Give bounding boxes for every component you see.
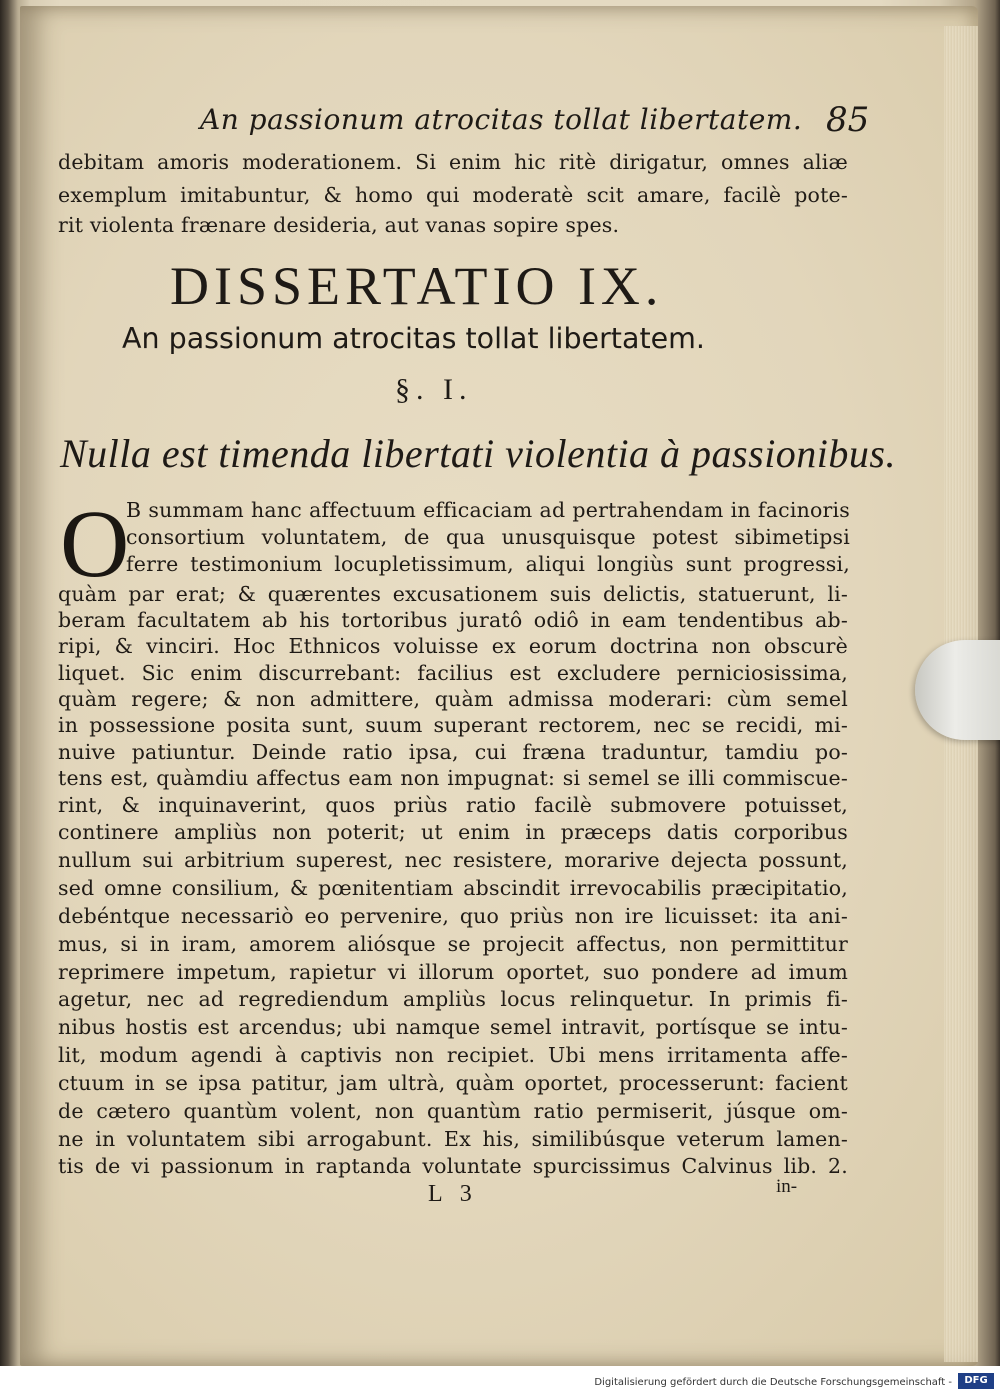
text-line: nuive patiuntur. Deinde ratio ipsa, cui fræna traduntur, tamdiu po-	[58, 740, 848, 764]
text-line: reprimere impetum, rapietur vi illorum oportet, suo pondere ad imum	[58, 960, 848, 984]
footer-credit: Digitalisierung gefördert durch die Deutsche Forschungsgemeinschaft -	[594, 1377, 952, 1388]
text-line: lit, modum agendi à captivis non recipiet. Ubi mens irritamenta affe-	[58, 1043, 848, 1067]
text-line: consortium voluntatem, de qua unusquisque potest sibimetipsi	[126, 525, 850, 549]
text-line: mus, si in iram, amorem aliósque se projecit affectus, non permittitur	[58, 932, 848, 956]
dissertation-subtitle: An passionum atrocitas tollat libertatem.	[122, 322, 705, 355]
text-line: quàm regere; & non admittere, quàm admissa moderari: cùm semel	[58, 687, 848, 711]
drop-cap: O	[60, 490, 130, 597]
text-line: B summam hanc affectuum efficaciam ad pertrahendam in facinoris	[126, 498, 850, 522]
text-line: beram facultatem ab his tortoribus juratô odiô in eam tendentibus ab-	[58, 608, 848, 632]
text-line: liquet. Sic enim discurrebant: facilius est excludere perniciosissima,	[58, 661, 848, 685]
running-head: An passionum atrocitas tollat libertatem.	[200, 103, 803, 136]
text-line: quàm par erat; & quærentes excusationem suis delictis, statuerunt, li-	[58, 582, 848, 606]
text-line: continere ampliùs non poterit; ut enim in præceps datis corporibus	[58, 820, 848, 844]
section-number: §. I.	[395, 373, 473, 406]
dissertation-title: DISSERTATIO IX.	[170, 256, 664, 316]
catchword: in-	[776, 1176, 798, 1197]
text-line: rint, & inquinaverint, quos priùs ratio facilè submovere potuisset,	[58, 793, 848, 817]
text-line: ctuum in se ipsa patitur, jam ultrà, quàm oportet, processerunt: facient	[58, 1071, 848, 1095]
text-line: ripi, & vinciri. Hoc Ethnicos voluisse ex eorum doctrina non obscurè	[58, 634, 848, 658]
text-line: nullum sui arbitrium superest, nec resistere, morarive dejecta possunt,	[58, 848, 848, 872]
text-line: sed omne consilium, & pœnitentiam abscindit irrevocabilis præcipitatio,	[58, 876, 848, 900]
text-line: rit violenta frænare desideria, aut vanas sopire spes.	[58, 213, 620, 237]
section-heading: Nulla est timenda libertati violentia à passionibus.	[60, 431, 896, 476]
text-line: agetur, nec ad regrediendum ampliùs locus relinquetur. In primis fi-	[58, 987, 848, 1011]
text-line: exemplum imitabuntur, & homo qui moderatè scit amare, facilè pote-	[58, 183, 848, 207]
text-line: ne in voluntatem sibi arrogabunt. Ex his, similibúsque veterum lamen-	[58, 1127, 848, 1151]
text-line: debéntque necessariò eo pervenire, quo priùs non ire licuisset: ita ani-	[58, 904, 848, 928]
text-line: nibus hostis est arcendus; ubi namque semel intravit, portísque se intu-	[58, 1015, 848, 1039]
page-number: 85	[826, 100, 870, 140]
text-line: tis de vi passionum in raptanda voluntate spurcissimus Calvinus lib. 2.	[58, 1154, 848, 1178]
text-line: in possessione posita sunt, suum superant rectorem, nec se recidi, mi-	[58, 713, 848, 737]
dfg-logo: DFG	[958, 1373, 994, 1389]
text-line: tens est, quàmdiu affectus eam non impugnat: si semel se illi commiscue-	[58, 766, 848, 790]
text-line: ferre testimonium locupletissimum, aliqui longiùs sunt progressi,	[126, 552, 850, 576]
text-line: debitam amoris moderationem. Si enim hic ritè dirigatur, omnes aliæ	[58, 150, 848, 174]
signature-mark: L 3	[428, 1181, 478, 1207]
text-line: de cætero quantùm volent, non quantùm ratio permiserit, júsque om-	[58, 1099, 848, 1123]
